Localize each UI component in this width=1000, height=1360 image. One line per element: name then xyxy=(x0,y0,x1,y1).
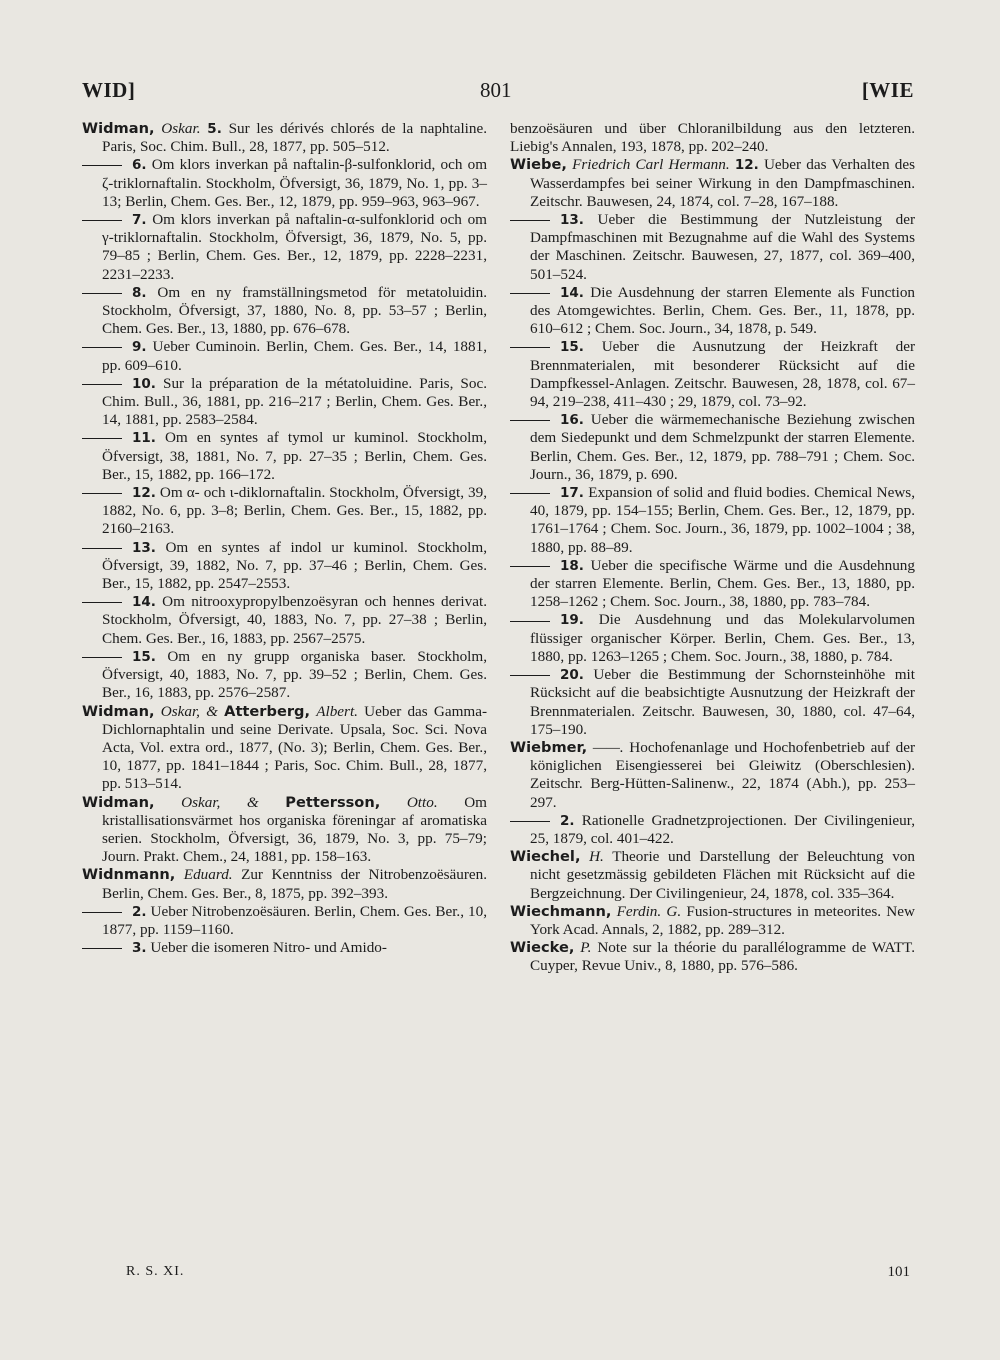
entry-number: 2. xyxy=(560,812,575,829)
author-surname: Wiebe, xyxy=(510,156,567,174)
right-column xyxy=(510,120,915,976)
bibliography-entry xyxy=(510,939,915,975)
coauthor-forename: Albert. xyxy=(316,702,358,720)
entry-number: 10. xyxy=(132,375,156,392)
author-forename: P. xyxy=(580,939,592,957)
entry-number: 15. xyxy=(560,339,584,356)
entry-number: 2. xyxy=(132,903,147,920)
entry-number: 3. xyxy=(132,940,147,957)
ditto-rule xyxy=(82,948,122,949)
bibliography-entry xyxy=(82,375,487,430)
author-forename: Oskar, & xyxy=(160,702,218,720)
entry-text: Om klors inverkan på naftalin-β-sulfonklorid, och om ζ-triklornaftalin. Stockholm, Öfversigt, 36, 1879, No. 1, pp. 3–13; Berlin, Chem. Ges. Ber., 12, 1879, pp. 959–963, 963–967. xyxy=(102,156,488,210)
entry-text: Note sur la théorie du parallélogramme de WATT. Cuyper, Revue Univ., 8, 1880, pp. 576–586. xyxy=(530,939,915,975)
author-surname: Wiechmann, xyxy=(510,902,612,920)
entry-text: Theorie und Darstellung der Beleuchtung von nicht gesetzmässig gebildeten Flächen mit Rücksicht auf die Bergzeichnung. Der Civilingenieur, 24, 1878, col. 335–364. xyxy=(530,848,915,902)
ditto-rule xyxy=(510,566,550,567)
entry-text: Ueber die specifische Wärme und die Ausdehnung der starren Elemente. Berlin, Chem. Ges. Ber., 13, 1880, pp. 1258–1262 ; Chem. Soc. Journ., 38, 1880, pp. 783–784. xyxy=(530,556,915,611)
author-forename: Ferdin. G. xyxy=(616,902,682,920)
entry-number: 6. xyxy=(132,157,147,174)
ditto-rule xyxy=(82,347,122,348)
signature-mark: R. S. XI. xyxy=(126,1264,185,1279)
entry-text: Om nitrooxypropylbenzoësyran och hennes derivat. Stockholm, Öfversigt, 40, 1883, No. 7, pp. 27–38 ; Berlin, Chem. Ges. Ber., 16, 1883, pp. 2567–2575. xyxy=(102,593,487,647)
bibliography-entry xyxy=(510,120,915,156)
entry-number: 7. xyxy=(132,212,147,229)
ditto-rule xyxy=(82,548,122,549)
bibliography-entry xyxy=(510,284,915,339)
sheet-number: 101 xyxy=(887,1264,910,1280)
bibliography-entry xyxy=(510,611,915,666)
bibliography-entry xyxy=(82,211,487,284)
entry-text: Ueber die Bestimmung der Nutzleistung der Dampfmaschinen mit Bezugnahme auf die Wahl des Systems der Maschinen. Zeitschr. Bauwesen, 27, 1877, col. 369–400, 501–524. xyxy=(530,211,916,283)
header-right: [WIE xyxy=(861,78,914,102)
author-forename: Friedrich Carl Hermann. xyxy=(572,156,730,174)
author-surname: Wiechel, xyxy=(510,848,581,866)
ditto-rule xyxy=(82,293,122,294)
bibliography-entry xyxy=(82,939,487,957)
ditto-rule xyxy=(82,657,122,658)
entry-text: Om α- och ι-diklornaftalin. Stockholm, Öfversigt, 39, 1882, No. 6, pp. 3–8; Berlin, Chem. Ges. Ber., 15, 1882, pp. 2160–2163. xyxy=(102,484,487,538)
entry-number: 19. xyxy=(560,612,584,629)
author-forename: H. xyxy=(589,848,604,866)
author-forename: Oskar, & xyxy=(181,793,259,811)
entry-text: benzoësäuren und über Chloranilbildung aus den letzteren. Liebig's Annalen, 193, 1878, pp. 202–240. xyxy=(510,120,915,156)
entry-text: Om en syntes af indol ur kuminol. Stockholm, Öfversigt, 39, 1882, No. 7, pp. 37–46 ; Berlin, Chem. Ges. Ber., 15, 1882, pp. 2547–2553. xyxy=(102,538,488,593)
bibliography-entry xyxy=(510,739,915,812)
bibliography-entry xyxy=(82,429,487,484)
entry-number: 13. xyxy=(132,539,156,556)
entry-text: Ueber das Verhalten des Wasserdampfes bei seiner Wirkung in den Dampfmaschinen. Zeitschr. Bauwesen, 24, 1874, col. 7–28, 167–188. xyxy=(530,156,916,210)
bibliography-entry xyxy=(82,156,487,211)
entry-number: 12. xyxy=(132,485,156,502)
bibliography-entry xyxy=(510,666,915,739)
entry-text: Ueber die isomeren Nitro- und Amido- xyxy=(150,939,387,957)
ditto-rule xyxy=(510,347,550,348)
entry-number: 8. xyxy=(132,284,147,301)
bibliography-entry xyxy=(510,812,915,848)
coauthor-surname: Atterberg, xyxy=(224,702,311,720)
bibliography-entry xyxy=(82,903,487,939)
entry-number: 13. xyxy=(560,212,584,229)
ditto-rule xyxy=(510,821,550,822)
entry-text: Ueber Cuminoin. Berlin, Chem. Ges. Ber., 14, 1881, pp. 609–610. xyxy=(102,338,487,374)
ditto-rule xyxy=(510,293,550,294)
entry-text: Fusion-structures in meteorites. New York Acad. Annals, 2, 1882, pp. 289–312. xyxy=(530,902,915,938)
entry-text: Ueber die wärmemechanische Beziehung zwischen dem Siedepunkt und dem Schmelzpunkt der starren Elemente. Berlin, Chem. Ges. Ber., 12, 1879, pp. 788–791 ; Chem. Soc. Journ., 36, 1879, p. 690. xyxy=(530,411,915,483)
author-surname: Wiebmer, xyxy=(510,738,588,756)
author-surname: Wiecke, xyxy=(510,939,575,957)
entry-number: 11. xyxy=(132,430,156,447)
bibliography-entry xyxy=(510,903,915,939)
bibliography-entry xyxy=(510,211,915,284)
entry-text: Hochofenanlage und Hochofenbetrieb auf der königlichen Eisengiesserei bei Gleiwitz (Oberschlesien). Zeitschr. Berg-Hütten-Salinenw., 22, 1874 (Abh.), pp. 253–297. xyxy=(530,738,916,811)
bibliography-entry xyxy=(82,866,487,902)
bibliography-entry xyxy=(82,593,487,648)
author-surname: Widman, xyxy=(82,702,155,720)
entry-text: Sur les dérivés chlorés de la naphtaline. Paris, Soc. Chim. Bull., 28, 1877, pp. 505–512. xyxy=(102,120,488,156)
entry-number: 14. xyxy=(560,284,584,301)
author-forename: Oskar. xyxy=(161,120,201,137)
bibliography-entry xyxy=(82,703,487,794)
entry-number: 12. xyxy=(734,157,759,174)
entry-text: Om en ny framställningsmetod för metatoluidin. Stockholm, Öfversigt, 37, 1880, No. 8, pp. 53–57 ; Berlin, Chem. Ges. Ber., 13, 1880, pp. 676–678. xyxy=(102,283,487,338)
entry-text: Om klors inverkan på naftalin-α-sulfonklorid och om γ-triklornaftalin. Stockholm, Öfversigt, 36, 1879, No. 5, pp. 79–85 ; Berlin, Chem. Ges. Ber., 12, 1879, pp. 2228–2231, 2231–2233. xyxy=(102,211,487,283)
entry-text: Sur la préparation de la métatoluidine. Paris, Soc. Chim. Bull., 36, 1881, pp. 216–217 ; Berlin, Chem. Ges. Ber., 14, 1881, pp. 2583–2584. xyxy=(102,374,488,429)
bibliography-entry xyxy=(510,557,915,612)
ditto-rule xyxy=(82,602,122,603)
entry-text: Ueber Nitrobenzoësäuren. Berlin, Chem. Ges. Ber., 10, 1877, pp. 1159–1160. xyxy=(102,902,488,938)
ditto-rule xyxy=(82,220,122,221)
ditto-rule xyxy=(510,675,550,676)
entry-number: 14. xyxy=(132,594,156,611)
ditto-rule xyxy=(82,165,122,166)
entry-text: Om en syntes af tymol ur kuminol. Stockholm, Öfversigt, 38, 1881, No. 7, pp. 27–35 ; Berlin, Chem. Ges. Ber., 15, 1882, pp. 166–172. xyxy=(102,429,488,483)
bibliography-entry xyxy=(82,284,487,339)
bibliography-entry xyxy=(510,411,915,484)
author-surname: Widnmann, xyxy=(82,866,176,884)
ditto-rule xyxy=(82,912,122,913)
entry-number: 20. xyxy=(560,667,584,684)
bibliography-entry xyxy=(82,120,487,156)
entry-number: 9. xyxy=(132,339,147,356)
entry-number: 18. xyxy=(560,557,584,574)
ditto-rule xyxy=(82,493,122,494)
ditto-rule xyxy=(510,493,550,494)
bibliography-entry xyxy=(510,156,915,211)
author-forename: ——. xyxy=(592,738,624,756)
entry-text: Ueber die Bestimmung der Schornsteinhöhe mit Rücksicht auf die beabsichtigte Ausnutzung der Heizkraft der Brennmaterialen. Zeitschr. Bauwesen, 30, 1880, col. 47–64, 175–190. xyxy=(530,666,915,738)
entry-text: Rationelle Gradnetzprojectionen. Der Civilingenieur, 25, 1879, col. 401–422. xyxy=(530,811,915,847)
entry-text: Om en ny grupp organiska baser. Stockholm, Öfversigt, 40, 1883, No. 7, pp. 39–52 ; Berlin, Chem. Ges. Ber., 16, 1883, pp. 2576–2587. xyxy=(102,647,487,702)
ditto-rule xyxy=(82,384,122,385)
bibliography-entry xyxy=(82,338,487,374)
entry-text: Ueber die Ausnutzung der Heizkraft der Brennmaterialen, mit besonderer Rücksicht auf die Dampfkessel-Anlagen. Zeitschr. Bauwesen, 28, 1878, col. 67–94, 219–238, 411–430 ; 29, 1879, col. 73–92. xyxy=(530,338,916,411)
ditto-rule xyxy=(82,438,122,439)
entry-text: Zur Kenntniss der Nitrobenzoësäuren. Berlin, Chem. Ges. Ber., 8, 1875, pp. 392–393. xyxy=(102,866,488,902)
bibliography-entry xyxy=(510,338,915,411)
bibliography-entry xyxy=(82,648,487,703)
author-surname: Widman, xyxy=(82,793,155,811)
entry-number: 5. xyxy=(207,121,222,137)
author-forename: Eduard. xyxy=(183,866,233,884)
ditto-rule xyxy=(510,220,550,221)
author-surname: Widman, xyxy=(82,120,155,137)
entry-text: Expansion of solid and fluid bodies. Chemical News, 40, 1879, pp. 154–155; Berlin, Chem. Ges. Ber., 12, 1879, pp. 1761–1764 ; Chem. Soc. Journ., 36, 1879, pp. 1002–1004 ; 38, 1880, pp. 88–89. xyxy=(530,484,915,556)
bibliography-entry xyxy=(82,484,487,539)
entry-text: Ueber das Gamma-Dichlornaphtalin und seine Derivate. Upsala, Soc. Sci. Nova Acta, Vol. extra ord., 1877, (No. 3); Berlin, Chem. Ges. Ber., 10, 1877, pp. 1841–1844 ; Paris, Soc. Chim. Bull., 28, 1877, pp. 513–514. xyxy=(102,702,488,793)
header-left: WID] xyxy=(82,78,136,102)
left-column xyxy=(82,120,487,957)
entry-text: Die Ausdehnung der starren Elemente als Function des Atomgewichtes. Berlin, Chem. Ges. Ber., 11, 1878, pp. 610–612 ; Chem. Soc. Journ., 34, 1878, p. 549. xyxy=(530,283,916,338)
coauthor-surname: Pettersson, xyxy=(285,793,381,811)
entry-number: 15. xyxy=(132,648,156,665)
entry-text: Om kristallisationsvärmet hos organiska föreningar af aromatiska serien. Stockholm, Öfversigt, 36, 1879, No. 3, pp. 75–79; Journ. Prakt. Chem., 24, 1881, pp. 158–163. xyxy=(102,793,487,866)
page-number: 801 xyxy=(480,78,512,102)
bibliography-entry xyxy=(82,794,487,867)
bibliography-entry xyxy=(510,484,915,557)
running-header xyxy=(0,78,1000,108)
bibliography-entry xyxy=(510,848,915,903)
bibliography-entry xyxy=(82,539,487,594)
entry-number: 16. xyxy=(560,412,584,429)
ditto-rule xyxy=(510,621,550,622)
entry-text: Die Ausdehnung und das Molekularvolumen flüssiger organischer Körper. Berlin, Chem. Ges. Ber., 13, 1880, pp. 1263–1265 ; Chem. Soc. Journ., 38, 1880, p. 784. xyxy=(530,611,916,665)
coauthor-forename: Otto. xyxy=(406,793,438,811)
entry-number: 17. xyxy=(560,485,584,502)
ditto-rule xyxy=(510,420,550,421)
